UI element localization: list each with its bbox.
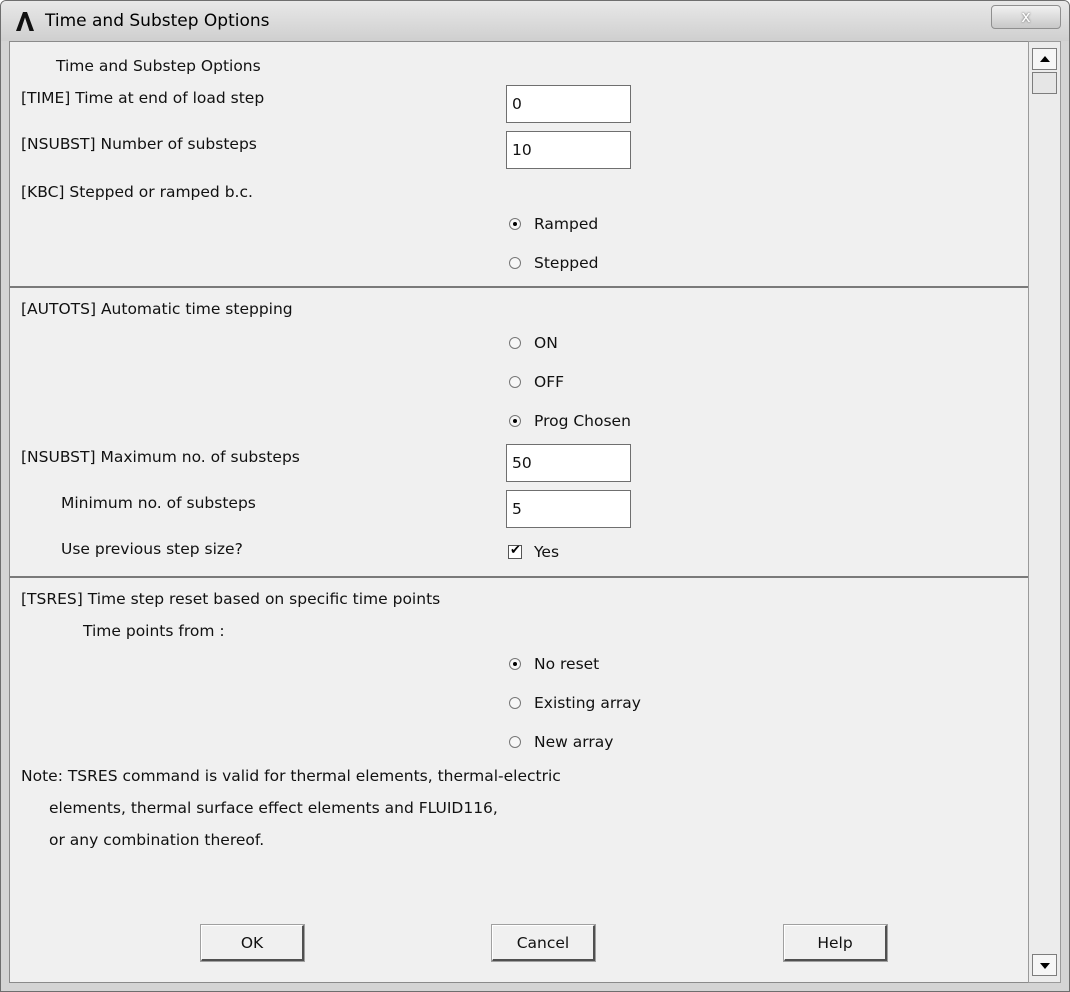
prev-step-label: Use previous step size? bbox=[61, 540, 243, 558]
close-icon: x bbox=[1021, 7, 1031, 26]
section-divider bbox=[10, 286, 1028, 288]
arrow-down-icon bbox=[1040, 963, 1050, 969]
radio-no-reset-label: No reset bbox=[534, 655, 600, 673]
radio-button-selected[interactable] bbox=[509, 415, 521, 427]
window-title: Time and Substep Options bbox=[45, 11, 270, 31]
cancel-button[interactable]: Cancel bbox=[492, 925, 595, 961]
prev-step-yes-label: Yes bbox=[534, 543, 560, 561]
note-line-2: elements, thermal surface effect elements and FLUID116, bbox=[49, 799, 498, 817]
min-substeps-label: Minimum no. of substeps bbox=[61, 494, 256, 512]
radio-button[interactable] bbox=[509, 697, 521, 709]
title-bar[interactable] bbox=[1, 1, 1069, 41]
vertical-scrollbar[interactable] bbox=[1028, 41, 1061, 983]
note-line-1: Note: TSRES command is valid for thermal elements, thermal-electric bbox=[21, 767, 561, 785]
time-input[interactable]: 0 bbox=[506, 85, 631, 123]
radio-button-selected[interactable] bbox=[509, 658, 521, 670]
time-label: [TIME] Time at end of load step bbox=[21, 89, 265, 107]
dialog-body bbox=[9, 41, 1029, 983]
nsubst-label: [NSUBST] Number of substeps bbox=[21, 135, 257, 153]
radio-autots-prog-label: Prog Chosen bbox=[534, 412, 631, 430]
radio-button[interactable] bbox=[509, 376, 521, 388]
checkmark-icon: ✔ bbox=[510, 543, 521, 558]
radio-button[interactable] bbox=[509, 337, 521, 349]
scrollbar-thumb[interactable] bbox=[1032, 72, 1057, 94]
radio-button-selected[interactable] bbox=[509, 218, 521, 230]
arrow-up-icon bbox=[1040, 56, 1050, 62]
max-substeps-label: [NSUBST] Maximum no. of substeps bbox=[21, 448, 300, 466]
ansys-logo-icon bbox=[14, 10, 36, 32]
kbc-label: [KBC] Stepped or ramped b.c. bbox=[21, 183, 253, 201]
radio-button[interactable] bbox=[509, 736, 521, 748]
section-divider bbox=[10, 576, 1028, 578]
nsubst-input[interactable]: 10 bbox=[506, 131, 631, 169]
min-substeps-input[interactable]: 5 bbox=[506, 490, 631, 528]
note-line-3: or any combination thereof. bbox=[49, 831, 265, 849]
radio-new-array-label: New array bbox=[534, 733, 614, 751]
radio-ramped-label: Ramped bbox=[534, 215, 599, 233]
radio-button[interactable] bbox=[509, 257, 521, 269]
close-button[interactable] bbox=[991, 5, 1061, 29]
radio-autots-on-label: ON bbox=[534, 334, 558, 352]
max-substeps-input[interactable]: 50 bbox=[506, 444, 631, 482]
checkbox-checked[interactable] bbox=[508, 545, 522, 559]
scroll-up-button[interactable] bbox=[1032, 48, 1057, 70]
ok-button[interactable]: OK bbox=[201, 925, 304, 961]
help-button[interactable]: Help bbox=[784, 925, 887, 961]
autots-label: [AUTOTS] Automatic time stepping bbox=[21, 300, 293, 318]
radio-autots-off-label: OFF bbox=[534, 373, 565, 391]
dialog-heading: Time and Substep Options bbox=[56, 57, 261, 75]
tsres-sublabel: Time points from : bbox=[83, 622, 225, 640]
tsres-label: [TSRES] Time step reset based on specific time points bbox=[21, 590, 441, 608]
radio-stepped-label: Stepped bbox=[534, 254, 599, 272]
radio-existing-array-label: Existing array bbox=[534, 694, 641, 712]
scroll-down-button[interactable] bbox=[1032, 954, 1057, 976]
